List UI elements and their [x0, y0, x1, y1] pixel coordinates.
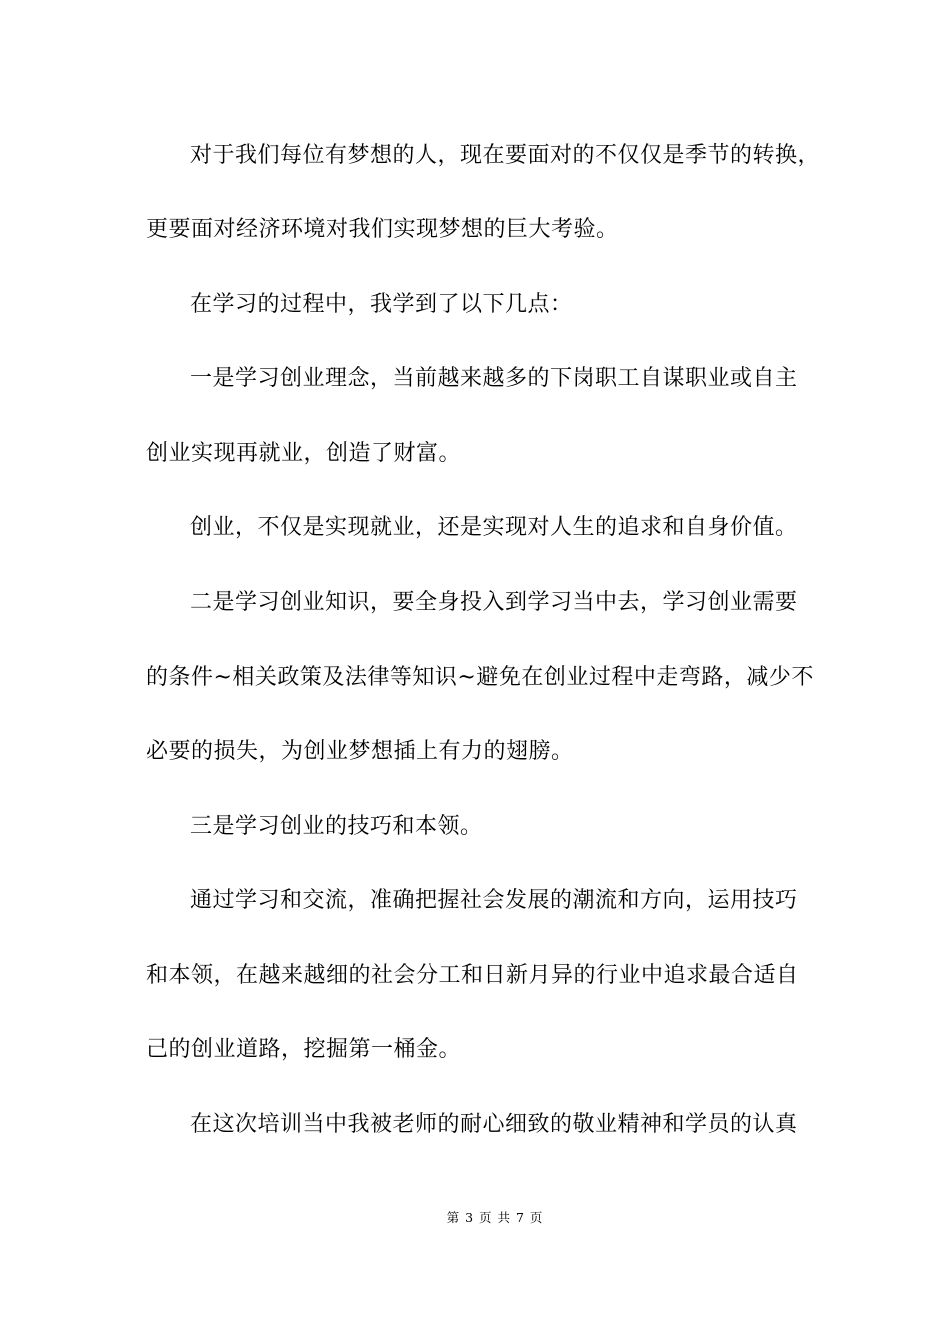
- text-line: 的条件~相关政策及法律等知识~避免在创业过程中走弯路，减少不: [146, 665, 814, 690]
- text-line: 对于我们每位有梦想的人，现在要面对的不仅仅是季节的转换，: [190, 143, 821, 168]
- text-line: 创业实现再就业，创造了财富。: [146, 441, 462, 466]
- text-line: 在学习的过程中，我学到了以下几点：: [190, 292, 573, 317]
- page-number-footer: 第 3 页 共 7 页: [446, 1210, 544, 1225]
- text-line: 己的创业道路，挖掘第一桶金。: [146, 1037, 462, 1062]
- text-line: 三是学习创业的技巧和本领。: [190, 814, 483, 839]
- text-line: 更要面对经济环境对我们实现梦想的巨大考验。: [146, 217, 619, 242]
- text-line: 必要的损失，为创业梦想插上有力的翅膀。: [146, 739, 574, 764]
- text-line: 和本领，在越来越细的社会分工和日新月异的行业中追求最合适自: [146, 963, 799, 988]
- text-line: 在这次培训当中我被老师的耐心细致的敬业精神和学员的认真: [190, 1112, 798, 1137]
- text-line: 通过学习和交流，准确把握社会发展的潮流和方向，运用技巧: [190, 888, 798, 913]
- text-line: 二是学习创业知识，要全身投入到学习当中去，学习创业需要: [190, 590, 798, 615]
- text-line: 一是学习创业理念，当前越来越多的下岗职工自谋职业或自主: [190, 366, 798, 391]
- text-line: 创业，不仅是实现就业，还是实现对人生的追求和自身价值。: [190, 515, 798, 540]
